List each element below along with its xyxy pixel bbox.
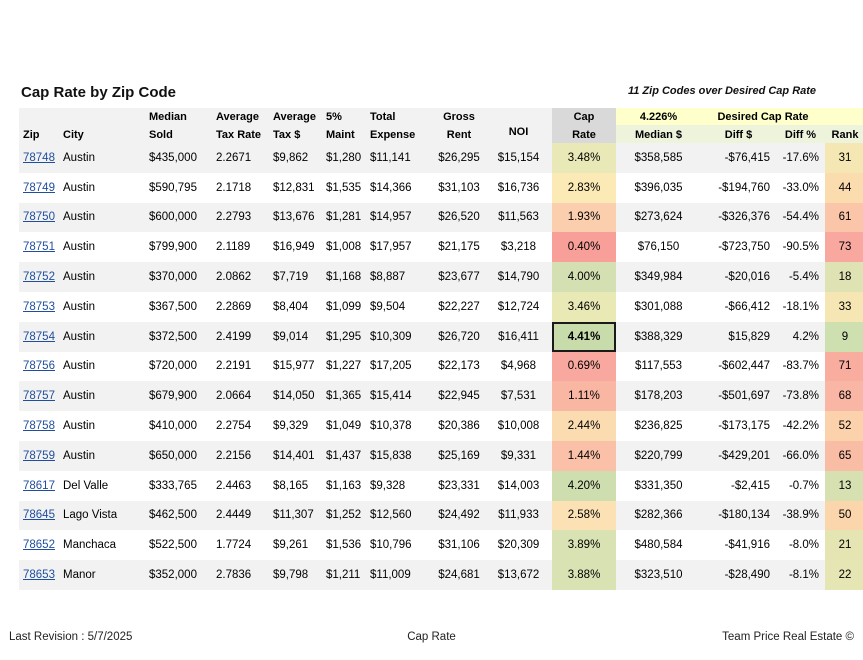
header-average-tax-rate: Average: [216, 111, 260, 123]
header-zip-top: [19, 108, 59, 125]
cell-diff-dollar: -$180,134: [701, 501, 776, 531]
cell-maint: $1,280: [322, 143, 366, 173]
cell-tax-rate: 1.7724: [212, 530, 269, 560]
cell-noi: $14,790: [485, 262, 552, 292]
cell-cap-rate: 3.89%: [552, 530, 616, 560]
cell-diff-dollar: -$194,760: [701, 173, 776, 203]
zip-link[interactable]: 78617: [23, 479, 55, 492]
cell-median-price: $178,203: [616, 381, 701, 411]
cell-tax: $13,676: [269, 203, 322, 233]
cell-noi: $11,933: [485, 501, 552, 531]
cell-noi: $9,331: [485, 441, 552, 471]
table-row: [19, 173, 863, 203]
cell-median-sold: $799,900: [145, 232, 212, 262]
cell-maint: $1,437: [322, 441, 366, 471]
header-noi-top: [485, 108, 552, 125]
header-median-sold: Sold: [149, 129, 173, 141]
table-row: [19, 322, 863, 352]
cell-rank: 31: [825, 143, 863, 173]
cell-city: Austin: [59, 292, 145, 322]
footer-revision: Last Revision : 5/7/2025: [9, 631, 133, 643]
header-median-price: Median $: [616, 125, 701, 143]
footer-company: Team Price Real Estate ©: [722, 631, 854, 643]
cell-median-price: $349,984: [616, 262, 701, 292]
cell-maint: $1,168: [322, 262, 366, 292]
cell-median-price: $358,585: [616, 143, 701, 173]
cell-diff-pct: -66.0%: [776, 441, 825, 471]
cap-rate-table: [19, 108, 863, 590]
cell-maint: $1,163: [322, 471, 366, 501]
cell-gross-rent: $23,677: [433, 262, 485, 292]
cell-tax: $9,329: [269, 411, 322, 441]
cell-rank: 33: [825, 292, 863, 322]
cell-cap-rate: 4.00%: [552, 262, 616, 292]
header-city: City: [63, 129, 84, 141]
cell-tax: $15,977: [269, 352, 322, 382]
cell-noi: $20,309: [485, 530, 552, 560]
cell-cap-rate: 3.48%: [552, 143, 616, 173]
cell-zip: [19, 203, 59, 233]
cell-total-expense: $17,205: [366, 352, 433, 382]
cell-zip: [19, 292, 59, 322]
cell-total-expense: $10,309: [366, 322, 433, 352]
cell-tax-rate: 2.2793: [212, 203, 269, 233]
cell-maint: $1,252: [322, 501, 366, 531]
cell-zip: [19, 322, 59, 352]
table-row: [19, 530, 863, 560]
cell-rank: 71: [825, 352, 863, 382]
header-rent: Rent: [446, 129, 472, 141]
cell-gross-rent: $22,173: [433, 352, 485, 382]
cell-diff-pct: -8.1%: [776, 560, 825, 590]
table-row: [19, 441, 863, 471]
cell-tax: $8,404: [269, 292, 322, 322]
zip-link[interactable]: 78753: [23, 300, 55, 313]
cell-gross-rent: $23,331: [433, 471, 485, 501]
table-row: [19, 292, 863, 322]
cell-zip: [19, 262, 59, 292]
cell-tax: $14,401: [269, 441, 322, 471]
cell-gross-rent: $26,295: [433, 143, 485, 173]
cell-noi: $16,411: [485, 322, 552, 352]
table-row: [19, 471, 863, 501]
zip-link[interactable]: 78758: [23, 420, 55, 433]
cell-median-price: $76,150: [616, 232, 701, 262]
cell-diff-pct: -54.4%: [776, 203, 825, 233]
footer-page-name: Cap Rate: [407, 631, 456, 643]
cell-total-expense: $12,560: [366, 501, 433, 531]
header-diff-dollar: Diff $: [701, 125, 776, 143]
cell-cap-rate: 4.41%: [552, 322, 616, 352]
cell-tax-rate: 2.2156: [212, 441, 269, 471]
cell-noi: $11,563: [485, 203, 552, 233]
cell-median-price: $282,366: [616, 501, 701, 531]
cell-noi: $3,218: [485, 232, 552, 262]
cell-cap-rate: 1.11%: [552, 381, 616, 411]
cell-diff-pct: -5.4%: [776, 262, 825, 292]
header-median: Median: [149, 111, 187, 123]
cell-diff-dollar: -$429,201: [701, 441, 776, 471]
cell-median-price: $331,350: [616, 471, 701, 501]
header-maint: 5%: [326, 111, 342, 123]
cell-tax: $11,307: [269, 501, 322, 531]
cell-rank: 73: [825, 232, 863, 262]
cell-diff-pct: -8.0%: [776, 530, 825, 560]
table-row: [19, 560, 863, 590]
header-rank-top: [825, 108, 863, 125]
header-tax-dollars: Tax $: [273, 129, 301, 141]
zip-link[interactable]: 78751: [23, 241, 55, 254]
cell-zip: [19, 173, 59, 203]
cell-diff-dollar: -$326,376: [701, 203, 776, 233]
cell-city: Lago Vista: [59, 501, 145, 531]
header-desired-label: Desired Cap Rate: [701, 108, 825, 125]
cell-gross-rent: $24,492: [433, 501, 485, 531]
cell-diff-pct: 4.2%: [776, 322, 825, 352]
cell-gross-rent: $22,945: [433, 381, 485, 411]
cell-median-sold: $462,500: [145, 501, 212, 531]
table-header: [19, 108, 863, 143]
header-zip: Zip: [23, 129, 40, 141]
cell-noi: $4,968: [485, 352, 552, 382]
cell-maint: $1,008: [322, 232, 366, 262]
table-row: [19, 501, 863, 531]
cell-diff-dollar: -$501,697: [701, 381, 776, 411]
cell-zip: [19, 352, 59, 382]
cell-tax-rate: 2.2869: [212, 292, 269, 322]
cell-maint: $1,536: [322, 530, 366, 560]
cell-city: Austin: [59, 411, 145, 441]
cell-diff-dollar: -$66,412: [701, 292, 776, 322]
cell-cap-rate: 2.44%: [552, 411, 616, 441]
cell-total-expense: $17,957: [366, 232, 433, 262]
cell-maint: $1,049: [322, 411, 366, 441]
cell-maint: $1,295: [322, 322, 366, 352]
cell-tax-rate: 2.2191: [212, 352, 269, 382]
cell-diff-dollar: -$2,415: [701, 471, 776, 501]
cell-rank: 68: [825, 381, 863, 411]
cell-diff-pct: -38.9%: [776, 501, 825, 531]
table-row: [19, 262, 863, 292]
cell-median-price: $388,329: [616, 322, 701, 352]
table-row: [19, 381, 863, 411]
cell-tax-rate: 2.1189: [212, 232, 269, 262]
zip-link[interactable]: 78652: [23, 539, 55, 552]
header-noi: NOI: [508, 126, 529, 138]
cell-median-price: $220,799: [616, 441, 701, 471]
cell-median-sold: $435,000: [145, 143, 212, 173]
cell-rank: 61: [825, 203, 863, 233]
header-gross: Gross: [443, 111, 475, 123]
cell-cap-rate: 3.46%: [552, 292, 616, 322]
cell-tax: $9,014: [269, 322, 322, 352]
cell-diff-dollar: -$173,175: [701, 411, 776, 441]
header-cap-rate: Rate: [552, 125, 616, 143]
cell-median-sold: $333,765: [145, 471, 212, 501]
zip-link[interactable]: 78750: [23, 211, 55, 224]
cell-total-expense: $9,504: [366, 292, 433, 322]
cell-noi: $14,003: [485, 471, 552, 501]
cell-diff-dollar: -$76,415: [701, 143, 776, 173]
cell-total-expense: $15,414: [366, 381, 433, 411]
cell-city: Del Valle: [59, 471, 145, 501]
cell-city: Austin: [59, 203, 145, 233]
cell-cap-rate: 2.83%: [552, 173, 616, 203]
header-city-top: [59, 108, 145, 125]
cell-median-sold: $352,000: [145, 560, 212, 590]
cell-tax-rate: 2.7836: [212, 560, 269, 590]
cell-rank: 52: [825, 411, 863, 441]
cell-median-sold: $720,000: [145, 352, 212, 382]
zip-link[interactable]: 78752: [23, 271, 55, 284]
zip-link[interactable]: 78748: [23, 151, 55, 164]
cell-zip: [19, 381, 59, 411]
cell-diff-dollar: -$41,916: [701, 530, 776, 560]
zip-link[interactable]: 78645: [23, 509, 55, 522]
cell-city: Austin: [59, 322, 145, 352]
cell-tax-rate: 2.0862: [212, 262, 269, 292]
cell-zip: [19, 232, 59, 262]
cell-city: Austin: [59, 441, 145, 471]
cell-cap-rate: 3.88%: [552, 560, 616, 590]
cell-gross-rent: $31,106: [433, 530, 485, 560]
cell-median-price: $480,584: [616, 530, 701, 560]
page-title: Cap Rate by Zip Code: [21, 84, 177, 101]
cell-tax-rate: 2.1718: [212, 173, 269, 203]
cell-tax-rate: 2.0664: [212, 381, 269, 411]
cell-city: Austin: [59, 352, 145, 382]
cell-diff-pct: -42.2%: [776, 411, 825, 441]
cell-zip: [19, 560, 59, 590]
zip-link[interactable]: 78749: [23, 181, 55, 194]
cell-cap-rate: 1.44%: [552, 441, 616, 471]
cell-median-sold: $410,000: [145, 411, 212, 441]
cell-median-sold: $372,500: [145, 322, 212, 352]
cell-gross-rent: $20,386: [433, 411, 485, 441]
cell-tax-rate: 2.2671: [212, 143, 269, 173]
cell-maint: $1,211: [322, 560, 366, 590]
cell-cap-rate: 1.93%: [552, 203, 616, 233]
cell-tax-rate: 2.2754: [212, 411, 269, 441]
cell-diff-pct: -18.1%: [776, 292, 825, 322]
cell-rank: 9: [825, 322, 863, 352]
cell-gross-rent: $22,227: [433, 292, 485, 322]
cell-total-expense: $11,141: [366, 143, 433, 173]
cell-gross-rent: $21,175: [433, 232, 485, 262]
cell-median-sold: $590,795: [145, 173, 212, 203]
cell-city: Austin: [59, 143, 145, 173]
cell-rank: 50: [825, 501, 863, 531]
cell-total-expense: $15,838: [366, 441, 433, 471]
table-row: [19, 203, 863, 233]
cell-tax: $9,798: [269, 560, 322, 590]
cell-cap-rate: 0.69%: [552, 352, 616, 382]
zip-link[interactable]: 78757: [23, 390, 55, 403]
cell-rank: 13: [825, 471, 863, 501]
cell-gross-rent: $25,169: [433, 441, 485, 471]
cell-city: Manchaca: [59, 530, 145, 560]
cell-median-price: $396,035: [616, 173, 701, 203]
header-desired-rate: 4.226%: [616, 108, 701, 125]
cell-gross-rent: $26,720: [433, 322, 485, 352]
cell-diff-dollar: -$723,750: [701, 232, 776, 262]
cell-tax: $12,831: [269, 173, 322, 203]
cell-median-price: $117,553: [616, 352, 701, 382]
cell-zip: [19, 471, 59, 501]
cell-gross-rent: $24,681: [433, 560, 485, 590]
cell-zip: [19, 501, 59, 531]
cell-median-price: $236,825: [616, 411, 701, 441]
cell-maint: $1,535: [322, 173, 366, 203]
cell-noi: $16,736: [485, 173, 552, 203]
table-row: [19, 143, 863, 173]
cell-median-price: $323,510: [616, 560, 701, 590]
cell-tax-rate: 2.4199: [212, 322, 269, 352]
header-cap-top: Cap: [552, 108, 616, 125]
cell-zip: [19, 530, 59, 560]
cell-tax: $9,862: [269, 143, 322, 173]
cell-city: Austin: [59, 381, 145, 411]
header-diff-pct: Diff %: [776, 125, 825, 143]
zip-link[interactable]: 78759: [23, 449, 55, 462]
cell-total-expense: $10,796: [366, 530, 433, 560]
cell-median-price: $301,088: [616, 292, 701, 322]
cell-tax-rate: 2.4449: [212, 501, 269, 531]
cell-diff-dollar: -$28,490: [701, 560, 776, 590]
cell-tax-rate: 2.4463: [212, 471, 269, 501]
cell-rank: 22: [825, 560, 863, 590]
table-body: [19, 143, 863, 590]
cell-diff-pct: -33.0%: [776, 173, 825, 203]
cell-maint: $1,227: [322, 352, 366, 382]
cell-cap-rate: 4.20%: [552, 471, 616, 501]
zip-link[interactable]: 78653: [23, 569, 55, 582]
header-total: Total: [370, 111, 396, 123]
cell-diff-pct: -17.6%: [776, 143, 825, 173]
cell-median-sold: $650,000: [145, 441, 212, 471]
header-maint-label: Maint: [326, 129, 355, 141]
cell-gross-rent: $31,103: [433, 173, 485, 203]
zip-link[interactable]: 78756: [23, 360, 55, 373]
cell-cap-rate: 0.40%: [552, 232, 616, 262]
table-row: [19, 232, 863, 262]
cell-diff-dollar: -$602,447: [701, 352, 776, 382]
cell-diff-pct: -73.8%: [776, 381, 825, 411]
cell-tax: $8,165: [269, 471, 322, 501]
cell-rank: 44: [825, 173, 863, 203]
cell-total-expense: $8,887: [366, 262, 433, 292]
cell-tax: $7,719: [269, 262, 322, 292]
cell-city: Manor: [59, 560, 145, 590]
cell-diff-pct: -0.7%: [776, 471, 825, 501]
cell-total-expense: $11,009: [366, 560, 433, 590]
cell-median-sold: $600,000: [145, 203, 212, 233]
cell-total-expense: $10,378: [366, 411, 433, 441]
cell-tax: $9,261: [269, 530, 322, 560]
cell-median-sold: $679,900: [145, 381, 212, 411]
cell-rank: 65: [825, 441, 863, 471]
cell-noi: $15,154: [485, 143, 552, 173]
header-rank: Rank: [825, 125, 863, 143]
cell-maint: $1,099: [322, 292, 366, 322]
header-expense: Expense: [370, 129, 416, 141]
cell-city: Austin: [59, 173, 145, 203]
cell-tax: $14,050: [269, 381, 322, 411]
cell-city: Austin: [59, 262, 145, 292]
cell-maint: $1,281: [322, 203, 366, 233]
cell-tax: $16,949: [269, 232, 322, 262]
cell-diff-dollar: -$20,016: [701, 262, 776, 292]
cell-diff-pct: -83.7%: [776, 352, 825, 382]
cell-city: Austin: [59, 232, 145, 262]
header-tax-rate: Tax Rate: [216, 129, 262, 141]
summary-note: 11 Zip Codes over Desired Cap Rate: [627, 85, 817, 97]
cell-noi: $12,724: [485, 292, 552, 322]
cell-median-sold: $367,500: [145, 292, 212, 322]
cell-maint: $1,365: [322, 381, 366, 411]
cell-zip: [19, 143, 59, 173]
cell-cap-rate: 2.58%: [552, 501, 616, 531]
cell-total-expense: $14,957: [366, 203, 433, 233]
zip-link[interactable]: 78754: [23, 330, 55, 343]
cell-noi: $7,531: [485, 381, 552, 411]
cell-rank: 18: [825, 262, 863, 292]
cell-median-sold: $522,500: [145, 530, 212, 560]
table-row: [19, 411, 863, 441]
cell-total-expense: $9,328: [366, 471, 433, 501]
cell-total-expense: $14,366: [366, 173, 433, 203]
cell-diff-pct: -90.5%: [776, 232, 825, 262]
header-average-tax: Average: [273, 111, 317, 123]
cell-diff-dollar: $15,829: [701, 322, 776, 352]
table-row: [19, 352, 863, 382]
cell-noi: $13,672: [485, 560, 552, 590]
cell-gross-rent: $26,520: [433, 203, 485, 233]
cell-median-price: $273,624: [616, 203, 701, 233]
cell-zip: [19, 441, 59, 471]
cell-median-sold: $370,000: [145, 262, 212, 292]
cell-noi: $10,008: [485, 411, 552, 441]
cell-rank: 21: [825, 530, 863, 560]
cell-zip: [19, 411, 59, 441]
